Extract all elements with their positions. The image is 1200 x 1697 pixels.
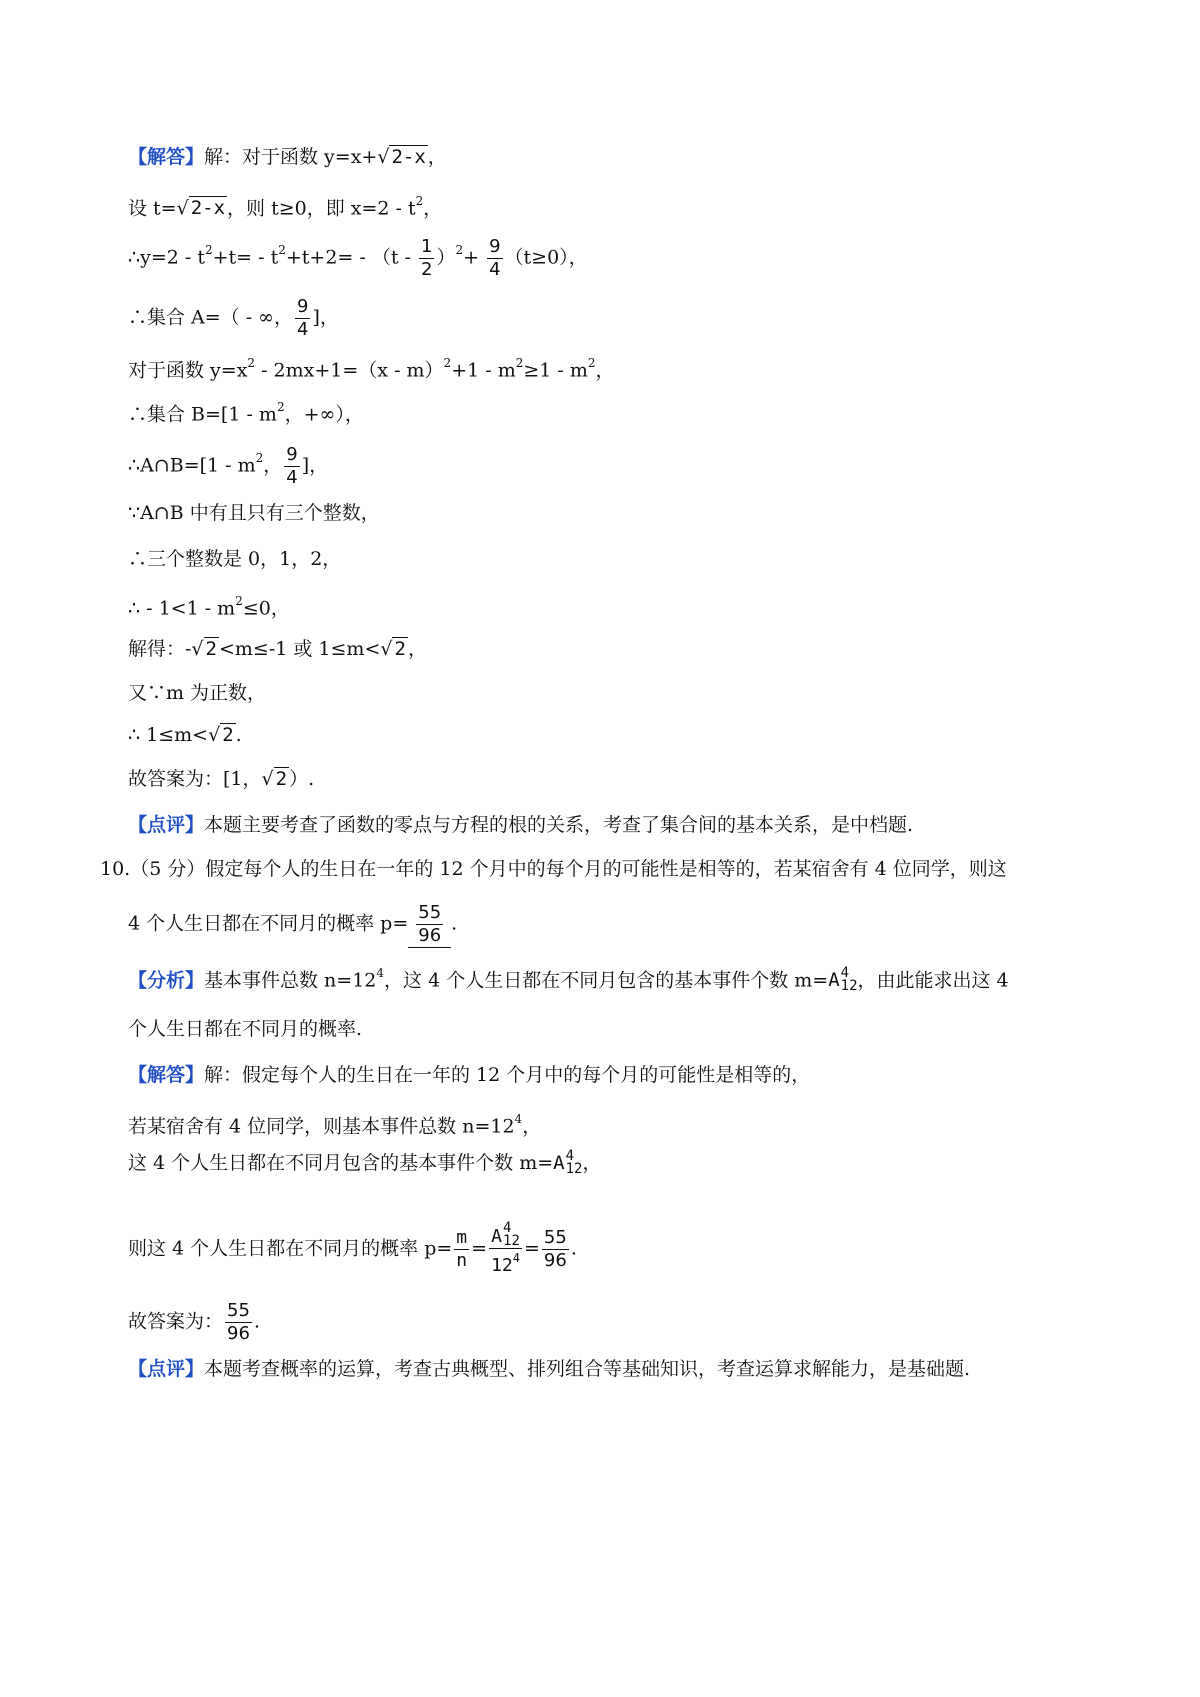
answer-tag: 【解答】 — [128, 146, 205, 168]
answer-tag: 【解答】 — [128, 1064, 205, 1086]
analysis-line-1: 【分析】基本事件总数 $n=12^4$，这 4 个人生日都在不同月包含的基本事件个数 m= A 4 12 ，由此能求出这 4 — [128, 965, 1009, 995]
permutation-symbol: A 4 12 — [553, 1148, 583, 1177]
fraction: $\frac{1}{2}$ — [420, 236, 433, 280]
answer-line-7: ∴A∩B=[1 - $m^2$， $\frac{9}{4}$ ]， — [128, 444, 329, 488]
answer-line-11: 解得：-√ 2 <m≤-1 或 1≤m<√ 2 ， — [128, 638, 427, 660]
answer-line-6: ∴集合 $B=[1 - m^2$，+∞）， — [128, 400, 364, 426]
answer-line-12: 又∵m 为正数， — [128, 682, 267, 704]
comment-tag: 【点评】 — [128, 814, 205, 836]
analysis-tag: 【分析】 — [128, 969, 205, 992]
answer-line-9: ∴三个整数是 0，1，2， — [128, 548, 342, 570]
solution-line-5: 故答案为： $\frac{55}{96}$ . — [128, 1300, 260, 1344]
comment-line: 【点评】本题主要考查了函数的零点与方程的根的关系，考查了集合间的基本关系，是中档题. — [128, 814, 914, 836]
question-10: 10.（5 分）假定每个人的生日在一年的 12 个月中的每个月的可能性是相等的，若某宿舍有 4 位同学，则这 — [100, 858, 1007, 880]
analysis-line-2: 个人生日都在不同月的概率. — [128, 1018, 363, 1040]
comment-tag: 【点评】 — [128, 1358, 205, 1380]
answer-line-8: ∵A∩B 中有且只有三个整数， — [128, 502, 380, 524]
permutation-symbol: A 4 12 — [828, 965, 858, 995]
question-number: 10. — [100, 858, 131, 880]
answer-line-5: 对于函数 $y=x^2 - 2mx+1=(x - m)^2+1 - m^2\ge 1 - m^2$， — [128, 356, 615, 382]
answer-line-14: 故答案为：[1，√ 2 ）. — [128, 768, 315, 790]
solution-line-1: 【解答】解：假定每个人的生日在一年的 12 个月中的每个月的可能性是相等的， — [128, 1064, 811, 1086]
answer-line-4: ∴集合 A=（ - ∞， $\frac{9}{4}$ ]， — [128, 296, 339, 340]
answer-line-10: ∴ - $1<1 - m^2\le 0$， — [128, 594, 290, 620]
sqrt-symbol: √ — [377, 146, 390, 168]
question-10-line-2: 4 个人生日都在不同月的概率 p= $\frac{55}{96}$ . — [128, 902, 458, 946]
answer-line-1: 【解答】解：对于函数 y=x+√ 2-x ， — [128, 146, 447, 168]
answer-line-13: ∴ 1≤m<√ 2 . — [128, 724, 242, 746]
answer-blank: $\frac{55}{96}$ — [408, 902, 451, 948]
fraction: $\frac{9}{4}$ — [489, 236, 501, 280]
comment-line-2: 【点评】本题考查概率的运算，考查古典概型、排列组合等基础知识，考查运算求解能力，是基础题. — [128, 1358, 971, 1380]
answer-line-3: ∴y=2 - $t^2+t= - t^2+t+2= - (t$ - $\frac{1}{2}$ ）$^2$+ $\frac{9}{4}$ （t≥0）， — [128, 236, 588, 280]
answer-line-2: 设 t=√ 2-x ，则 t≥0，即 $x=2 - t^2$， — [128, 194, 443, 220]
fraction: $\frac{9}{4}$ — [286, 444, 298, 488]
solution-line-4: 则这 4 个人生日都在不同月的概率 p= $\frac{m}{n}$ = A 4 12 $12^4$ = $\frac{55}{96}$ . — [128, 1220, 577, 1276]
fraction: $\frac{9}{4}$ — [297, 296, 309, 340]
solution-line-2: 若某宿舍有 4 位同学，则基本事件总数 $n=12^4$， — [128, 1112, 542, 1138]
solution-line-3: 这 4 个人生日都在不同月包含的基本事件个数 m= A 4 12 ， — [128, 1148, 602, 1177]
